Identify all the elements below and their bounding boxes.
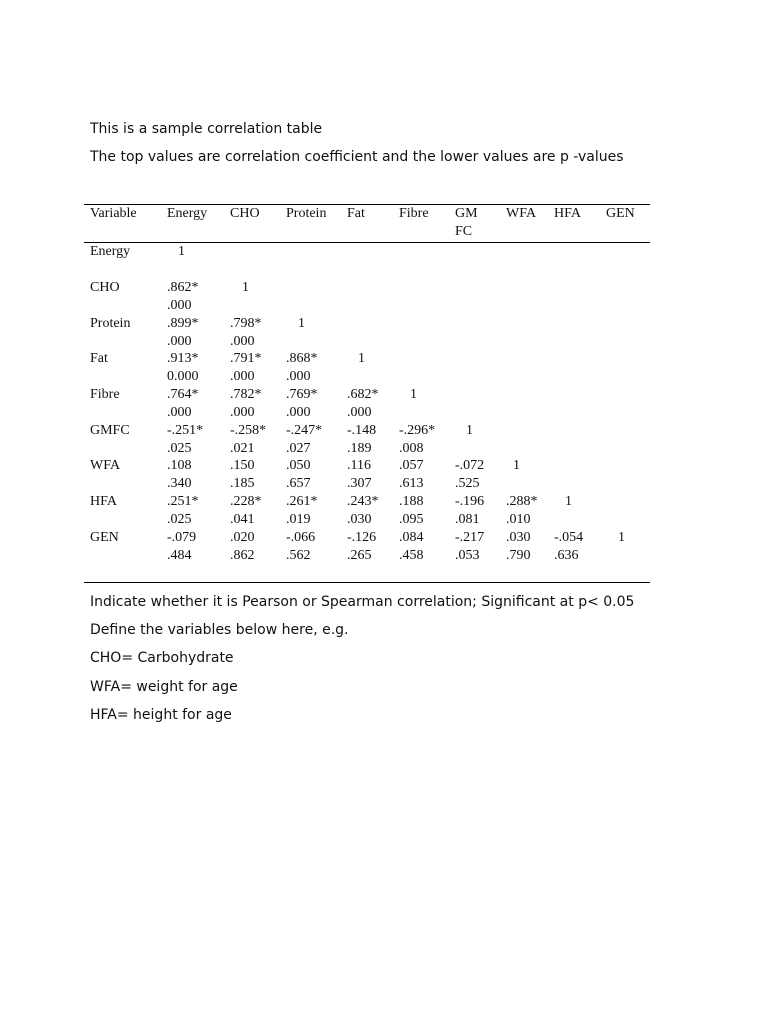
p-value-cell: .010 [506, 512, 531, 527]
coefficient-cell: .050 [286, 458, 311, 473]
p-value-cell: .027 [286, 441, 311, 456]
coefficient-cell: .251* [167, 494, 199, 509]
diagonal-cell: 1 [466, 423, 473, 438]
coefficient-cell: -.251* [167, 423, 204, 438]
column-header: Fat [347, 206, 365, 221]
row-label: GMFC [90, 423, 130, 438]
coefficient-cell: .769* [286, 387, 318, 402]
coefficient-cell: .150 [230, 458, 255, 473]
diagonal-cell: 1 [565, 494, 572, 509]
intro-title: This is a sample correlation table [90, 121, 323, 137]
p-value-cell: .790 [506, 548, 531, 563]
diagonal-cell: 1 [298, 316, 305, 331]
column-header: GMFC [455, 206, 478, 239]
p-value-cell: .000 [230, 405, 255, 420]
p-value-cell: .025 [167, 512, 192, 527]
p-value-cell: 0.000 [167, 369, 199, 384]
coefficient-cell: -.066 [286, 530, 316, 545]
p-value-cell: .000 [230, 369, 255, 384]
coefficient-cell: .798* [230, 316, 262, 331]
p-value-cell: .000 [230, 334, 255, 349]
p-value-cell: .185 [230, 476, 255, 491]
coefficient-cell: -.296* [399, 423, 436, 438]
p-value-cell: .000 [347, 405, 372, 420]
coefficient-cell: -.072 [455, 458, 485, 473]
column-header: Protein [286, 206, 327, 221]
p-value-cell: .000 [167, 334, 192, 349]
p-value-cell: .021 [230, 441, 255, 456]
coefficient-cell: -.258* [230, 423, 267, 438]
p-value-cell: .307 [347, 476, 372, 491]
p-value-cell: .053 [455, 548, 480, 563]
coefficient-cell: .791* [230, 351, 262, 366]
p-value-cell: .000 [167, 405, 192, 420]
coefficient-cell: .030 [506, 530, 531, 545]
column-header: GEN [606, 206, 635, 221]
diagonal-cell: 1 [178, 244, 185, 259]
p-value-cell: .862 [230, 548, 255, 563]
coefficient-cell: .084 [399, 530, 424, 545]
p-value-cell: .000 [286, 369, 311, 384]
column-header: Energy [167, 206, 208, 221]
p-value-cell: .458 [399, 548, 424, 563]
row-label: WFA [90, 458, 121, 473]
coefficient-cell: -.196 [455, 494, 485, 509]
p-value-cell: .636 [554, 548, 579, 563]
column-header: CHO [230, 206, 260, 221]
diagonal-cell: 1 [410, 387, 417, 402]
coefficient-cell: .188 [399, 494, 424, 509]
coefficient-cell: -.247* [286, 423, 323, 438]
significance-note: Indicate whether it is Pearson or Spearman correlation; Significant at p< 0.05 [90, 594, 635, 610]
p-value-cell: .000 [286, 405, 311, 420]
p-value-cell: .562 [286, 548, 311, 563]
coefficient-cell: .288* [506, 494, 538, 509]
definition-item: HFA= height for age [90, 707, 232, 723]
coefficient-cell: .913* [167, 351, 199, 366]
coefficient-cell: .228* [230, 494, 262, 509]
coefficient-cell: .020 [230, 530, 255, 545]
column-header: Variable [90, 206, 137, 221]
coefficient-cell: -.148 [347, 423, 377, 438]
coefficient-cell: .057 [399, 458, 424, 473]
diagonal-cell: 1 [358, 351, 365, 366]
coefficient-cell: .682* [347, 387, 379, 402]
coefficient-cell: -.217 [455, 530, 485, 545]
coefficient-cell: .782* [230, 387, 262, 402]
p-value-cell: .657 [286, 476, 311, 491]
row-label: GEN [90, 530, 119, 545]
coefficient-cell: .862* [167, 280, 199, 295]
p-value-cell: .025 [167, 441, 192, 456]
p-value-cell: .030 [347, 512, 372, 527]
p-value-cell: .081 [455, 512, 480, 527]
row-label: Energy [90, 244, 131, 259]
diagonal-cell: 1 [618, 530, 625, 545]
column-header: WFA [506, 206, 537, 221]
coefficient-cell: .899* [167, 316, 199, 331]
column-header: Fibre [399, 206, 429, 221]
coefficient-cell: -.079 [167, 530, 197, 545]
intro-subtitle: The top values are correlation coefficient and the lower values are p -values [90, 149, 624, 165]
diagonal-cell: 1 [242, 280, 249, 295]
coefficient-cell: -.126 [347, 530, 377, 545]
p-value-cell: .008 [399, 441, 424, 456]
coefficient-cell: .868* [286, 351, 318, 366]
p-value-cell: .525 [455, 476, 480, 491]
p-value-cell: .484 [167, 548, 192, 563]
p-value-cell: .095 [399, 512, 424, 527]
diagonal-cell: 1 [513, 458, 520, 473]
p-value-cell: .041 [230, 512, 255, 527]
coefficient-cell: .116 [347, 458, 371, 473]
column-header: HFA [554, 206, 581, 221]
definition-item: WFA= weight for age [90, 679, 238, 695]
p-value-cell: .019 [286, 512, 311, 527]
p-value-cell: .000 [167, 298, 192, 313]
row-label: CHO [90, 280, 120, 295]
row-label: Protein [90, 316, 131, 331]
row-label: HFA [90, 494, 117, 509]
row-label: Fibre [90, 387, 120, 402]
coefficient-cell: -.054 [554, 530, 584, 545]
coefficient-cell: .243* [347, 494, 379, 509]
p-value-cell: .265 [347, 548, 372, 563]
row-label: Fat [90, 351, 108, 366]
definition-item: CHO= Carbohydrate [90, 650, 234, 666]
coefficient-cell: .108 [167, 458, 192, 473]
p-value-cell: .189 [347, 441, 372, 456]
coefficient-cell: .764* [167, 387, 199, 402]
p-value-cell: .613 [399, 476, 424, 491]
coefficient-cell: .261* [286, 494, 318, 509]
p-value-cell: .340 [167, 476, 192, 491]
define-intro: Define the variables below here, e.g. [90, 622, 349, 638]
